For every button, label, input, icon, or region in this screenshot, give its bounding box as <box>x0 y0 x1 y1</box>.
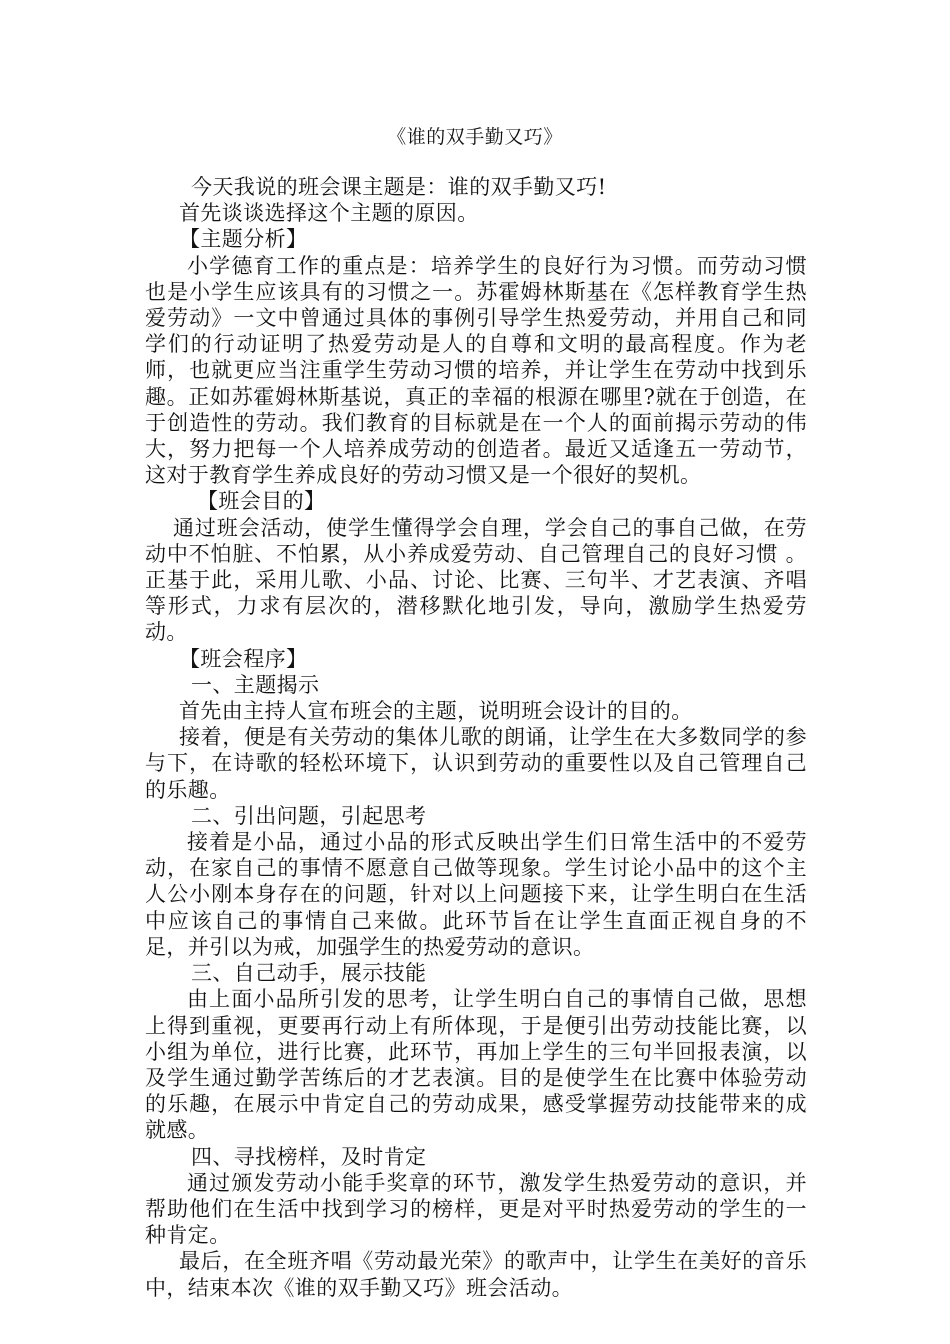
paragraph: 通过颁发劳动小能手奖章的环节，激发学生热爱劳动的意识，并帮助他们在生活中找到学习的榜样，更是对平时热爱劳动的学生的一种肯定。 <box>145 1170 807 1248</box>
paragraph: 【主题分析】 <box>179 227 308 252</box>
paragraph: 接着是小品，通过小品的形式反映出学生们日常生活中的不爱劳动，在家自己的事情不愿意自己做等现象。学生讨论小品中的这个主人公小刚本身存在的问题，针对以上问题接下来，让学生明白在生活中应该自己的事情自己来做。此环节旨在让学生直面正视自身的不足，并引以为戒，加强学生的热爱劳动的意识。 <box>145 830 807 959</box>
document-title: 《谁的双手勤又巧》 <box>387 126 563 148</box>
paragraph: 通过班会活动，使学生懂得学会自理，学会自己的事自己做，在劳动中不怕脏、不怕累，从小养成爱劳动、自己管理自己的良好习惯 。正基于此，采用儿歌、小品、讨论、比赛、三句半、才艺表演、齐唱等形式，力求有层次的，潜移默化地引发，导向，激励学生热爱劳动。 <box>145 515 807 645</box>
paragraph: 一、主题揭示 <box>191 672 320 697</box>
paragraph: 今天我说的班会课主题是：谁的双手勤又巧! <box>191 175 607 199</box>
document-body <box>145 174 807 1301</box>
paragraph: 首先由主持人宣布班会的主题，说明班会设计的目的。 <box>179 699 693 724</box>
paragraph: 接着，便是有关劳动的集体儿歌的朗诵，让学生在大多数同学的参与下，在诗歌的轻松环境下，认识到劳动的重要性以及自己管理自己的乐趣。 <box>145 725 807 802</box>
paragraph: 【班会目的】 <box>197 489 326 514</box>
paragraph: 小学德育工作的重点是：培养学生的良好行为习惯。而劳动习惯也是小学生应该具有的习惯之一。苏霍姆林斯基在《怎样教育学生热爱劳动》一文中曾通过具体的事例引导学生热爱劳动，并用自己和同学们的行动证明了热爱劳动是人的自尊和文明的最高程度。作为老师，也就更应当注重学生劳动习惯的培养，并让学生在劳动中找到乐趣。正如苏霍姆林斯基说，真正的幸福的根源在哪里?就在于创造，在于创造性的劳动。我们教育的目标就是在一个人的面前揭示劳动的伟大，努力把每一个人培养成劳动的创造者。最近又适逢五一劳动节，这对于教育学生养成良好的劳动习惯又是一个很好的契机。 <box>145 253 807 488</box>
paragraph: 三、自己动手，展示技能 <box>191 961 427 986</box>
paragraph: 由上面小品所引发的思考，让学生明白自己的事情自己做，思想上得到重视，更要再行动上有所体现，于是便引出劳动技能比赛，以小组为单位，进行比赛，此环节，再加上学生的三句半回报表演，以及学生通过勤学苦练后的才艺表演。目的是使学生在比赛中体验劳动的乐趣，在展示中肯定自己的劳动成果，感受掌握劳动技能带来的成就感。 <box>145 987 807 1143</box>
paragraph: 二、引出问题，引起思考 <box>191 803 427 828</box>
paragraph: 首先谈谈选择这个主题的原因。 <box>179 201 479 226</box>
paragraph: 最后，在全班齐唱《劳动最光荣》的歌声中，让学生在美好的音乐中，结束本次《谁的双手勤又巧》班会活动。 <box>145 1249 807 1300</box>
paragraph: 【班会程序】 <box>179 646 308 671</box>
paragraph: 四、寻找榜样，及时肯定 <box>191 1144 427 1169</box>
